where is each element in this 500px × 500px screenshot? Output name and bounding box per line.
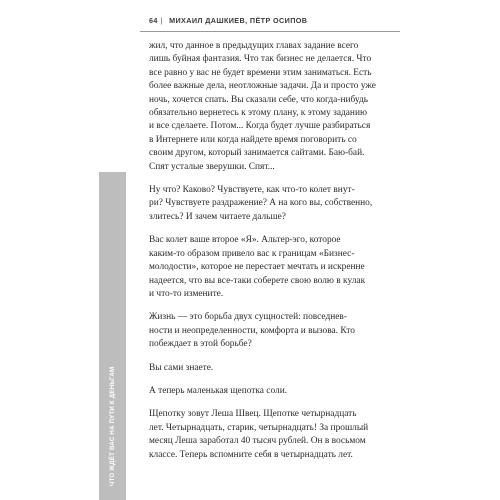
text-line: Ну что? Каково? Чувствуете, как что-то колет внут- <box>149 185 355 196</box>
text-line: Вас колет ваше второе «Я». Альтер-эго, которое <box>149 235 341 246</box>
text-line: А теперь маленькая щепотка соли. <box>149 385 288 396</box>
paragraph <box>149 408 377 462</box>
page-number: 64 <box>149 15 158 25</box>
text-line: ности и неопределенности, комфорта и вызова. Кто <box>149 325 355 336</box>
text-line: лет. Четырнадцать, старик, четырнадцать! За прошлый <box>149 422 369 433</box>
text-line: злитесь? И зачем читаете дальше? <box>149 211 286 222</box>
text-line: Вы сами знаете. <box>149 362 214 373</box>
chapter-side-tab-label: ЧТО ЖДЁТ ВАС НА ПУТИ К ДЕНЬГАМ <box>108 366 116 486</box>
text-line: своим другом, который занимается сайтами. Баю-бай. <box>149 148 365 159</box>
text-line: Жизнь — это борьба двух сущностей: повседнев- <box>149 312 347 323</box>
text-line: и все сделаете. Потом... Когда будет лучше разбираться <box>149 121 371 132</box>
chapter-side-tab <box>99 172 126 500</box>
body-text <box>149 40 377 472</box>
header-rule <box>140 31 400 32</box>
text-line: ри? Чувствуете раздражение? А на кого вы, собственно, <box>149 198 373 209</box>
text-line: обязательно вернетесь к этому плану, к этому заданию <box>149 108 367 119</box>
paragraph <box>149 234 377 301</box>
text-line: побеждает в этой борьбе? <box>149 339 252 350</box>
text-line: более важные дела, неотложные задачи. Да и просто уже <box>149 81 376 92</box>
paragraph <box>149 184 377 224</box>
text-line: месяц Леша заработал 40 тысяч рублей. Он в восьмом <box>149 436 366 447</box>
text-line: и что-то измените. <box>149 288 224 299</box>
text-line: Спят усталые зверушки. Спят... <box>149 161 275 172</box>
paragraph <box>149 311 377 351</box>
text-line: классе. Теперь вспомните себя в четырнадцать лет. <box>149 449 353 460</box>
paragraph <box>149 385 377 398</box>
paragraph <box>149 40 377 174</box>
text-line: ночь, хочется спать. Вы сказали себе, что когда-нибудь <box>149 94 369 105</box>
paragraph <box>149 362 377 375</box>
text-line: каким-то образом привело вас к границам «Бизнес- <box>149 248 355 259</box>
text-line: все равно у вас не будет времени этим заниматься. Есть <box>149 67 372 78</box>
header-separator: | <box>160 15 164 25</box>
text-line: надеется, что вы все-таки соберете свою волю в кулак <box>149 275 366 286</box>
text-line: лишь буйная фантазия. Что так бизнес не делается. Что <box>149 54 372 65</box>
text-line: молодости», которое не перестает мечтать и искренне <box>149 262 365 273</box>
text-line: в Интернете или когда найдете время поговорить со <box>149 134 357 145</box>
header-authors: МИХАИЛ ДАШКИЕВ, ПЁТР ОСИПОВ <box>169 15 308 25</box>
running-header <box>149 13 399 27</box>
text-line: Щепотку зовут Леша Швец. Щепотке четырнадцать <box>149 409 357 420</box>
text-line: жил, что данное в предыдущих главах задание всего <box>149 41 359 51</box>
